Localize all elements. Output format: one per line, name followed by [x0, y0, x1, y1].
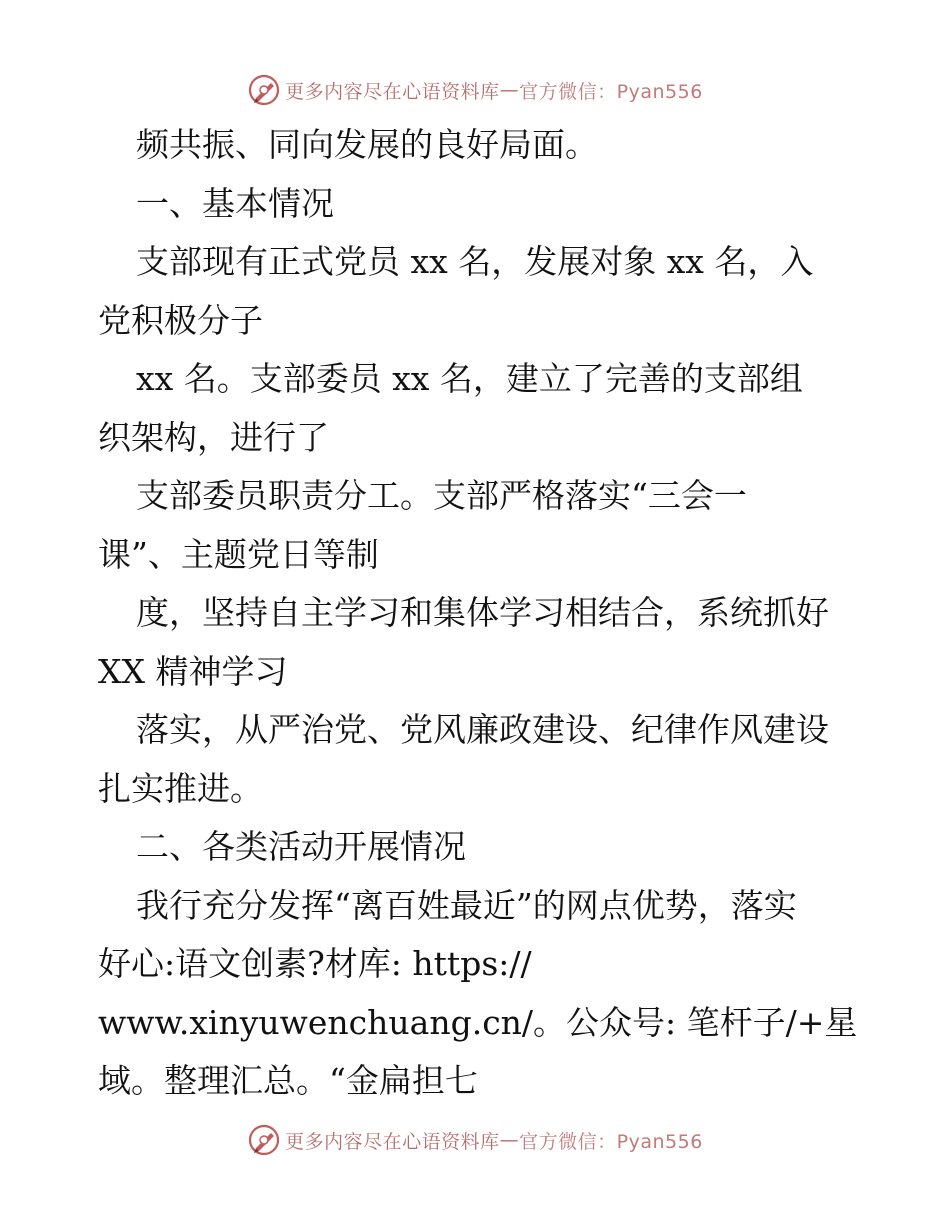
pen-logo-icon [247, 1123, 281, 1157]
text-line: 好心:语文创素?材库: https:// [98, 944, 532, 983]
text-line: 域。整理汇总。“金扁担七 [98, 1061, 478, 1100]
text-line: XX 精神学习 [98, 651, 288, 691]
text-line: 扎实推进。 [98, 768, 263, 808]
footer-banner-contact: 官方微信：Pyan556 [519, 1130, 703, 1153]
text-line: 支部现有正式党员 xx 名，发展对象 xx 名，入 [136, 242, 814, 281]
text-line: 度，坚持自主学习和集体学习相结合，系统抓好 [136, 593, 829, 632]
footer-banner [0, 1120, 950, 1160]
text-line: 课”、主题党日等制 [98, 534, 379, 574]
footer-banner-text: 更多内容尽在心语资料库 [285, 1130, 500, 1153]
section-heading: 一、基本情况 [136, 183, 334, 223]
text-line: 党积极分子 [98, 300, 263, 340]
footer-banner-dash: — [499, 1129, 520, 1151]
header-banner-contact: 官方微信：Pyan556 [519, 80, 703, 103]
text-line: 落实，从严治党、党风廉政建设、纪律作风建设 [136, 710, 829, 749]
header-banner-dash: — [499, 79, 520, 101]
pen-logo-icon [247, 73, 281, 107]
header-banner-text: 更多内容尽在心语资料库 [285, 80, 500, 103]
text-line: www.xinyuwenchuang.cn/。公众号: 笔杆子/+星 [98, 1002, 858, 1042]
section-heading: 二、各类活动开展情况 [136, 827, 466, 866]
text-line: 织架构，进行了 [98, 417, 329, 457]
text-line: 支部委员职责分工。支部严格落实“三会一 [136, 476, 747, 515]
text-line: xx 名。支部委员 xx 名，建立了完善的支部组 [136, 359, 803, 398]
text-line: 我行充分发挥“离百姓最近”的网点优势，落实 [136, 885, 797, 925]
body-text [98, 116, 858, 1111]
text-line: 频共振、同向发展的良好局面。 [136, 125, 598, 164]
header-banner [0, 70, 950, 110]
